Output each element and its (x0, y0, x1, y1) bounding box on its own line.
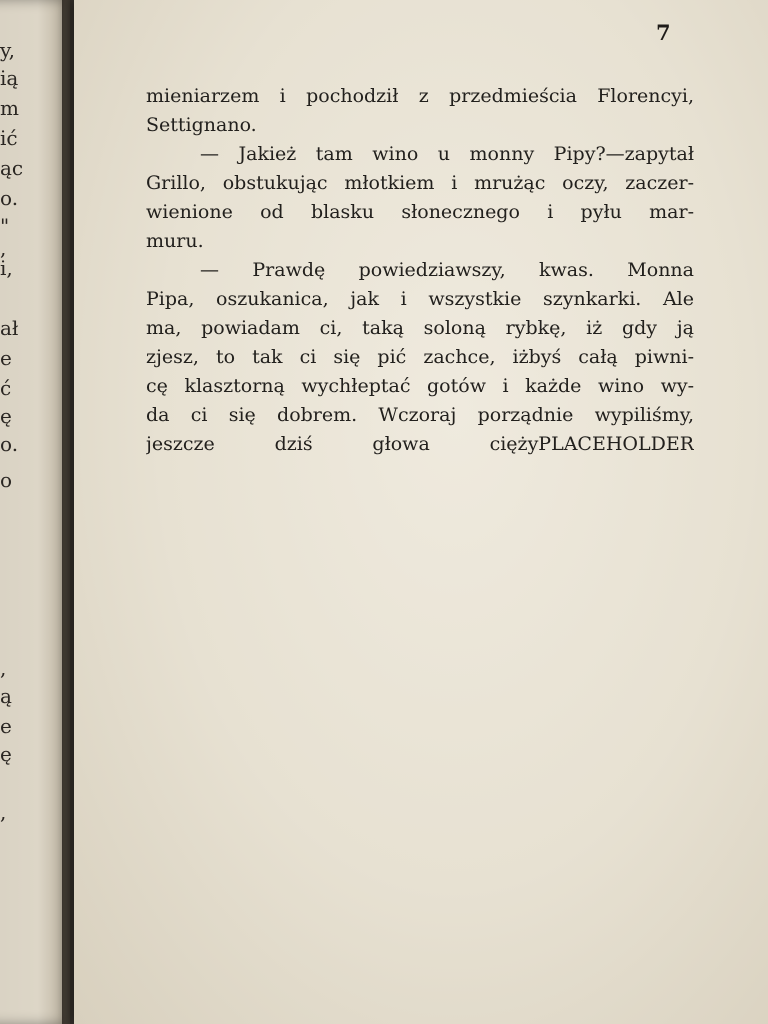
facing-page-fragment: o (0, 468, 13, 492)
text-line: — Jakież tam wino u monny Pipy?—zapytał (200, 143, 694, 165)
facing-page-fragment: ę (0, 404, 12, 428)
text-line: muru. (146, 230, 204, 252)
facing-page-fragment: ą (0, 684, 12, 708)
text-line: da ci się dobrem. Wczoraj porządnie wypiliśmy, (146, 404, 694, 426)
facing-page-fragment: ę (0, 742, 12, 766)
text-line: mieniarzem i pochodził z przedmieścia Florencyi, (146, 85, 694, 107)
facing-page-fragment: " (0, 214, 10, 238)
facing-page-fragment: ić (0, 126, 18, 150)
facing-page-fragment: e (0, 714, 12, 738)
book-page (74, 0, 768, 1024)
facing-page-fragment: m (0, 96, 19, 120)
facing-page-fragment: y, (0, 38, 15, 62)
facing-page-fragment: , (0, 656, 7, 680)
text-line: ma, powiadam ci, taką soloną rybkę, iż gdy ją (146, 317, 694, 339)
facing-page-fragment: ią (0, 66, 19, 90)
facing-page-fragment: , (0, 236, 7, 260)
page-text (146, 82, 694, 459)
facing-page-fragment: i, (0, 256, 13, 280)
facing-page-edge (0, 0, 70, 1024)
facing-page-fragment: o. (0, 186, 19, 210)
facing-page-fragment: ąc (0, 156, 24, 180)
page-number: 7 (656, 20, 671, 45)
facing-page-fragment: ał (0, 316, 19, 340)
text-line: cę klasztorną wychłeptać gotów i każde wino wy- (146, 375, 694, 397)
text-line: — Prawdę powiedziawszy, kwas. Monna (200, 259, 694, 281)
text-line: Settignano. (146, 114, 257, 136)
facing-page-fragment: , (0, 800, 7, 824)
text-line: zjesz, to tak ci się pić zachce, iżbyś całą piwni- (146, 346, 694, 368)
facing-page-fragment: e (0, 346, 12, 370)
text-line: Pipa, oszukanica, jak i wszystkie szynkarki. Ale (146, 288, 694, 310)
facing-page-fragment: o. (0, 432, 19, 456)
facing-page-fragment: ć (0, 376, 12, 400)
text-line: Grillo, obstukując młotkiem i mrużąc oczy, zaczer- (146, 172, 694, 194)
text-line: jeszcze dziś głowa ciężyPLACEHOLDER (146, 433, 694, 455)
text-line: wienione od blasku słonecznego i pyłu mar- (146, 201, 694, 223)
